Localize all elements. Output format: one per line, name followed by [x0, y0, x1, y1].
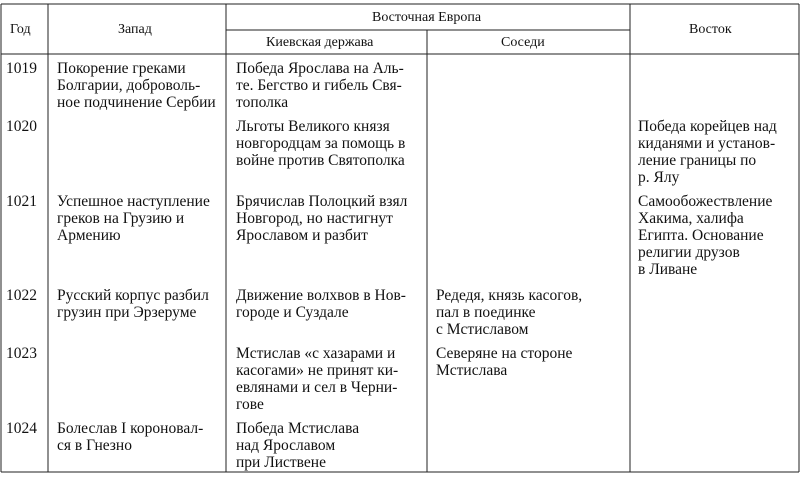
- row-1024-kiev: Победа Мстислава над Ярославом при Листвене: [236, 420, 360, 471]
- header-neighbors: Соседи: [501, 35, 545, 50]
- row-1021-east: Самообожествление Хакима, халифа Египта. Основание религии друзов в Ливане: [638, 193, 773, 278]
- row-1023-neighbors: Северяне на стороне Мстислава: [436, 345, 573, 379]
- row-1023-kiev: Мстислав «с хазарами и касогами» не принят ки- евлянами и сел в Черни- гове: [236, 345, 399, 413]
- row-1023-year: 1023: [6, 345, 37, 362]
- row-1019-year: 1019: [6, 60, 37, 77]
- row-1022-year: 1022: [6, 287, 37, 304]
- row-1020-east: Победа корейцев над киданями и установ- ление границы по р. Ялу: [638, 118, 777, 186]
- row-1022-neighbors: Редедя, князь касогов, пал в поединке с Мстиславом: [436, 287, 583, 338]
- row-1022-kiev: Движение волхвов в Нов- городе и Суздале: [236, 287, 406, 321]
- row-1024-west: Болеслав I коронoвал- ся в Гнезно: [57, 420, 204, 454]
- header-west: Запад: [118, 22, 152, 37]
- header-east-europe: Восточная Европа: [372, 10, 482, 25]
- row-1021-west: Успешное наступление греков на Грузию и Армению: [57, 193, 210, 244]
- row-1020-year: 1020: [6, 118, 37, 135]
- row-1022-west: Русский корпус разбил грузин при Эрзеруме: [57, 287, 209, 321]
- header-year: Год: [10, 22, 31, 37]
- header-kiev: Киевская держава: [266, 35, 374, 50]
- row-1020-kiev: Льготы Великого князя новгородцам за помощь в войне против Святополка: [236, 118, 406, 169]
- row-1024-year: 1024: [6, 420, 37, 437]
- row-1021-year: 1021: [6, 193, 37, 210]
- row-1019-kiev: Победа Ярослава на Аль- те. Бегство и гибель Свя- тополка: [236, 60, 404, 111]
- row-1019-west: Покорение греками Болгарии, доброволь- ное подчинение Сербии: [57, 60, 216, 111]
- header-east: Восток: [689, 22, 732, 37]
- row-1021-kiev: Брячислав Полоцкий взял Новгород, но настигнут Ярославом и разбит: [236, 193, 408, 244]
